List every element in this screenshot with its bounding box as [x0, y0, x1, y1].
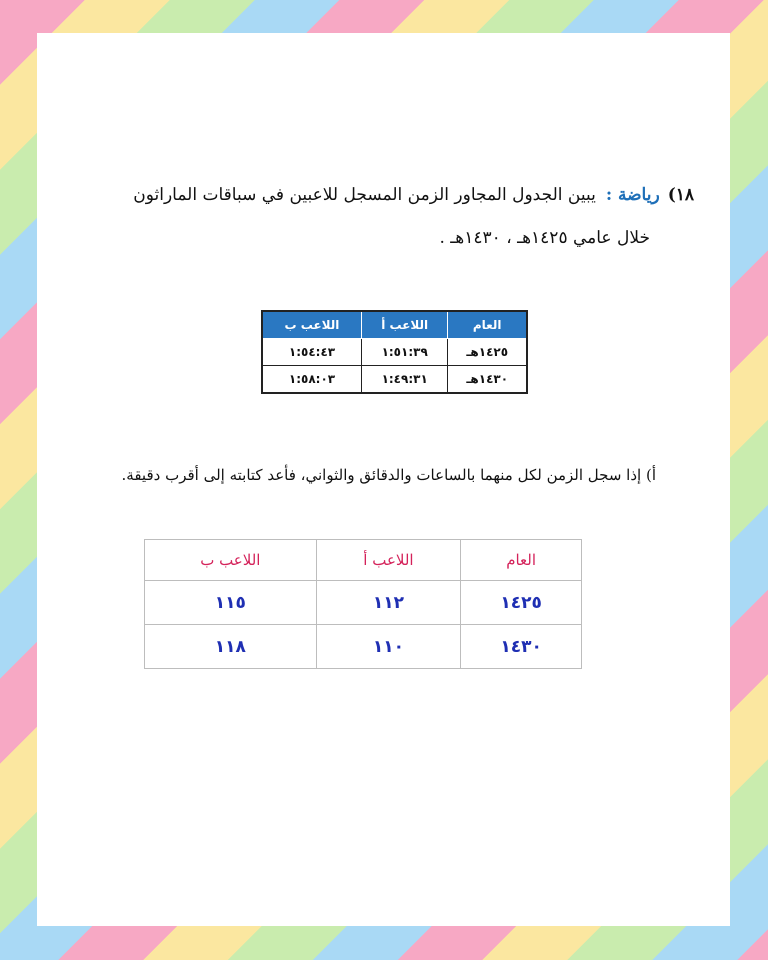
- answer-cell: ١١٥: [145, 581, 317, 625]
- question-topic: رياضة :: [605, 185, 660, 205]
- answer-cell: ١٤٢٥: [461, 581, 582, 625]
- answer-header-row: [145, 540, 582, 581]
- given-header-player-b: اللاعب ب: [262, 311, 361, 339]
- answer-header-player-b: اللاعب ب: [145, 540, 317, 581]
- given-cell: ١:٥١:٣٩: [361, 339, 447, 366]
- given-cell: ١:٥٨:٠٣: [262, 366, 361, 394]
- sub-question-a: أ) إذا سجل الزمن لكل منهما بالساعات والدقائق والثواني، فأعد كتابته إلى أقرب دقيقة.: [121, 466, 656, 484]
- given-times-table: [261, 310, 528, 394]
- table-row: [262, 366, 527, 394]
- answer-cell: ١١٨: [145, 625, 317, 669]
- answer-header-player-a: اللاعب أ: [316, 540, 461, 581]
- given-header-row: [262, 311, 527, 339]
- answer-cell: ١٤٣٠: [461, 625, 582, 669]
- question-line-2: خلال عامي ١٤٢٥هـ ، ١٤٣٠هـ .: [439, 228, 650, 248]
- given-cell: ١:٤٩:٣١: [361, 366, 447, 394]
- given-header-year: العام: [448, 311, 527, 339]
- answer-cell: ١١٠: [316, 625, 461, 669]
- table-row: [145, 625, 582, 669]
- given-cell: ١٤٣٠هـ: [448, 366, 527, 394]
- table-row: [262, 339, 527, 366]
- given-cell: ١:٥٤:٤٣: [262, 339, 361, 366]
- given-header-player-a: اللاعب أ: [361, 311, 447, 339]
- question-number: ١٨): [667, 185, 694, 205]
- answer-cell: ١١٢: [316, 581, 461, 625]
- given-cell: ١٤٢٥هـ: [448, 339, 527, 366]
- answer-table: [144, 539, 582, 669]
- question-line-1: [74, 185, 694, 205]
- worksheet-page: [37, 33, 730, 926]
- table-row: [145, 581, 582, 625]
- question-text: يبين الجدول المجاور الزمن المسجل للاعبين في سباقات الماراثون: [133, 185, 596, 205]
- answer-header-year: العام: [461, 540, 582, 581]
